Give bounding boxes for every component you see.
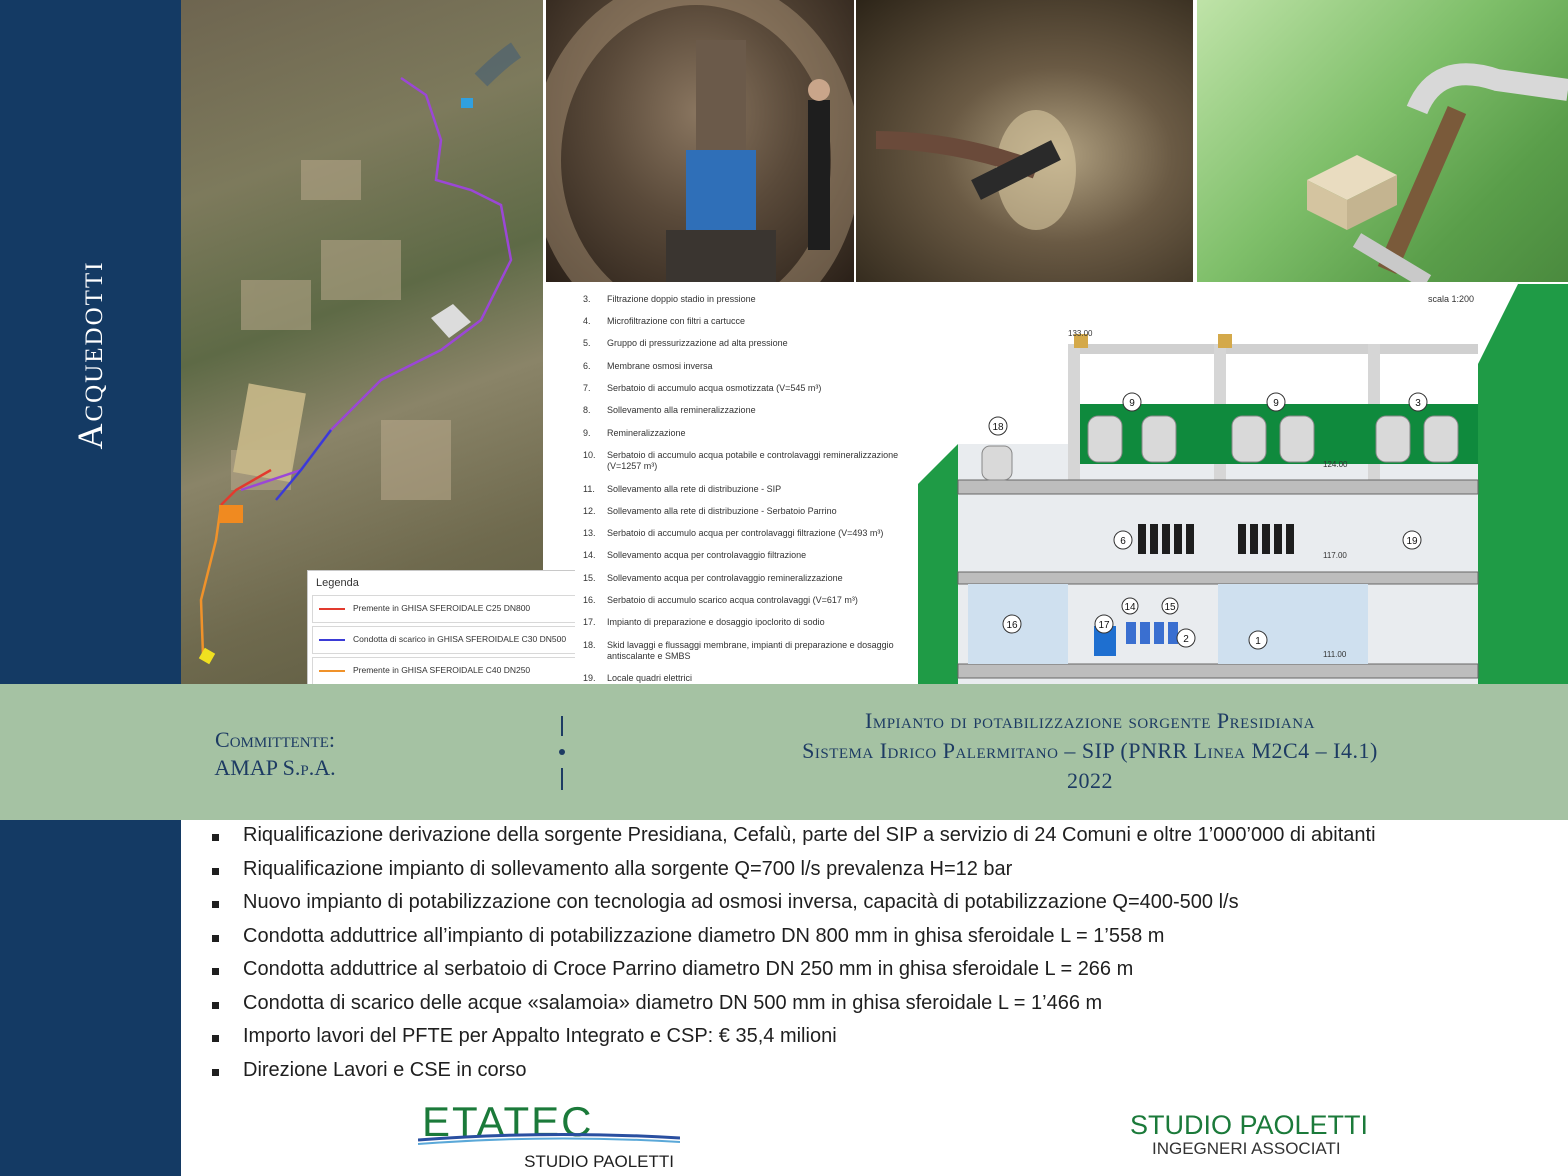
list-text: Membrane osmosi inversa <box>607 361 713 371</box>
section-svg <box>918 284 1568 684</box>
list-item <box>212 824 1552 858</box>
list-number: 9. <box>583 428 591 438</box>
item-label: 14 <box>1124 602 1136 613</box>
map-legend <box>307 570 579 688</box>
bullet-list <box>212 824 1552 1092</box>
sidebar <box>0 0 181 1176</box>
list-text: Gruppo di pressurizzazione ad alta pressione <box>607 338 788 348</box>
item-label: 15 <box>1164 602 1176 613</box>
section-title: Acquedotti <box>70 260 110 450</box>
tunnel-pipe-photo <box>856 0 1193 282</box>
list-number: 4. <box>583 316 591 326</box>
bullet-icon <box>212 901 219 908</box>
item-label: 16 <box>1006 620 1018 631</box>
list-number: 10. <box>583 450 596 460</box>
list-text: Microfiltrazione con filtri a cartucce <box>607 316 746 326</box>
legend-title: Legenda <box>316 577 359 589</box>
bullet-text: Direzione Lavori e CSE in corso <box>243 1058 527 1081</box>
logo-subtext: STUDIO PAOLETTI <box>524 1152 674 1171</box>
list-item <box>212 992 1552 1026</box>
client-name: AMAP S.p.A. <box>214 755 336 780</box>
legend-item <box>312 657 576 685</box>
separator-icon <box>555 716 569 790</box>
elevation-label: 111.00 <box>1323 650 1347 659</box>
item-label: 17 <box>1098 620 1110 631</box>
list-text: Impianto di preparazione e dosaggio ipoclorito di sodio <box>607 617 825 627</box>
elevation-label: 117.00 <box>1323 551 1347 560</box>
etatec-logo <box>418 1100 680 1172</box>
elevation-label: 133.00 <box>1068 329 1093 338</box>
3d-render-photo <box>1197 0 1568 282</box>
legend-swatch <box>319 670 345 672</box>
list-number: 19. <box>583 673 596 683</box>
legend-item <box>312 626 576 654</box>
bullet-text: Nuovo impianto di potabilizzazione con tecnologia ad osmosi inversa, capacità di potabilizzazione Q=400-500 l/s <box>243 891 1239 913</box>
list-item <box>212 1025 1552 1059</box>
list-item <box>212 958 1552 992</box>
bullet-text: Condotta adduttrice al serbatoio di Croce Parrino diametro DN 250 mm in ghisa sferoidale L = 266 m <box>243 958 1134 980</box>
list-number: 11. <box>583 484 595 494</box>
legend-item <box>312 595 576 623</box>
legend-swatch <box>319 608 345 610</box>
list-text: Serbatoio di accumulo scarico acqua controlavaggi (V=617 m³) <box>607 595 858 605</box>
legend-label: Condotta di scarico in GHISA SFEROIDALE C30 DN500 <box>353 634 567 644</box>
tunnel-pump-photo <box>546 0 854 282</box>
list-item <box>212 925 1552 959</box>
list-text: Sollevamento alla rete di distribuzione - Serbatoio Parrino <box>607 506 837 516</box>
list-text: Filtrazione doppio stadio in pressione <box>607 294 756 304</box>
bullet-icon <box>212 834 219 841</box>
bullet-icon <box>212 968 219 975</box>
client-label: Committente: <box>215 727 335 752</box>
studio-paoletti-logo <box>1128 1110 1390 1160</box>
project-year: 2022 <box>1067 768 1113 793</box>
tunnel-pipe-illustration <box>856 0 1193 282</box>
item-label: 9 <box>1273 398 1279 409</box>
list-item <box>212 891 1552 925</box>
list-text: Serbatoio di accumulo acqua per controlavaggi filtrazione (V=493 m³) <box>607 528 884 538</box>
item-label: 19 <box>1406 536 1418 547</box>
item-label: 3 <box>1415 398 1421 409</box>
item-label: 18 <box>992 422 1004 433</box>
bullet-icon <box>212 1035 219 1042</box>
project-title <box>600 706 1568 796</box>
project-title-line2: Sistema Idrico Palermitano – SIP (PNRR Linea M2C4 – I4.1) <box>802 738 1378 763</box>
list-text: Sollevamento acqua per controlavaggio filtrazione <box>607 550 807 560</box>
logo-text: STUDIO PAOLETTI <box>1130 1110 1369 1140</box>
list-number: 18. <box>583 640 596 650</box>
list-number: 5. <box>583 338 591 348</box>
list-number: 14. <box>583 550 596 560</box>
tunnel-pump-illustration <box>546 0 854 282</box>
list-text: Locale quadri elettrici <box>607 673 693 683</box>
elevation-label: 124.00 <box>1323 460 1348 469</box>
bullet-text: Riqualificazione impianto di sollevamento alla sorgente Q=700 l/s prevalenza H=12 bar <box>243 857 1013 880</box>
bullet-icon <box>212 935 219 942</box>
list-number: 3. <box>583 294 591 304</box>
process-list <box>575 288 915 684</box>
list-text: Sollevamento alla rete di distribuzione - SIP <box>607 484 782 494</box>
legend-swatch <box>319 639 345 641</box>
bullet-icon <box>212 1002 219 1009</box>
3d-render-illustration <box>1197 0 1568 282</box>
list-number: 13. <box>583 528 596 538</box>
list-number: 7. <box>583 383 591 393</box>
list-number: 17. <box>583 617 596 627</box>
legend-label: Premente in GHISA SFEROIDALE C25 DN800 <box>353 603 531 613</box>
scale-label: scala 1:200 <box>1427 294 1474 304</box>
item-label: 9 <box>1129 398 1135 409</box>
list-number: 12. <box>583 506 596 516</box>
list-text: Serbatoio di accumulo acqua osmotizzata (V=545 m³) <box>607 383 822 393</box>
list-text: Skid lavaggi e flussaggi membrane, impianti di preparazione e dosaggio antiscalante e SMBS <box>607 640 894 661</box>
bullet-text: Riqualificazione derivazione della sorgente Presidiana, Cefalù, parte del SIP a servizio di 24 Comuni e oltre 1’000’000 di abitanti <box>243 824 1376 846</box>
client-block <box>190 726 360 782</box>
bullet-text: Importo lavori del PFTE per Appalto Integrato e CSP: € 35,4 milioni <box>243 1025 837 1047</box>
list-number: 6. <box>583 361 591 371</box>
list-item <box>212 858 1552 892</box>
list-number: 15. <box>583 573 596 583</box>
list-number: 16. <box>583 595 596 605</box>
item-label: 2 <box>1183 634 1189 645</box>
list-text: Sollevamento acqua per controlavaggio remineralizzazione <box>607 573 843 583</box>
list-text: Sollevamento alla remineralizzazione <box>607 405 756 415</box>
logo-subtext: INGEGNERI ASSOCIATI <box>1152 1139 1341 1158</box>
plant-section-drawing <box>918 284 1568 684</box>
list-text: Remineralizzazione <box>607 428 686 438</box>
legend-label: Premente in GHISA SFEROIDALE C40 DN250 <box>353 665 531 675</box>
bullet-icon <box>212 868 219 875</box>
bullet-icon <box>212 1069 219 1076</box>
bullet-text: Condotta di scarico delle acque «salamoia» diametro DN 500 mm in ghisa sferoidale L = 1’466 m <box>243 991 1103 1014</box>
item-label: 6 <box>1120 536 1126 547</box>
list-item <box>212 1059 1552 1093</box>
logo-text: ETATEC <box>422 1100 594 1145</box>
item-label: 1 <box>1255 636 1261 647</box>
list-text: Serbatoio di accumulo acqua potabile e controlavaggi remineralizzazione (V=1257 m³) <box>607 450 899 471</box>
bullet-text: Condotta adduttrice all’impianto di potabilizzazione diametro DN 800 mm in ghisa sferoidale L = 1’558 m <box>243 924 1165 947</box>
list-number: 8. <box>583 405 591 415</box>
project-title-line1: Impianto di potabilizzazione sorgente Presidiana <box>865 708 1315 733</box>
